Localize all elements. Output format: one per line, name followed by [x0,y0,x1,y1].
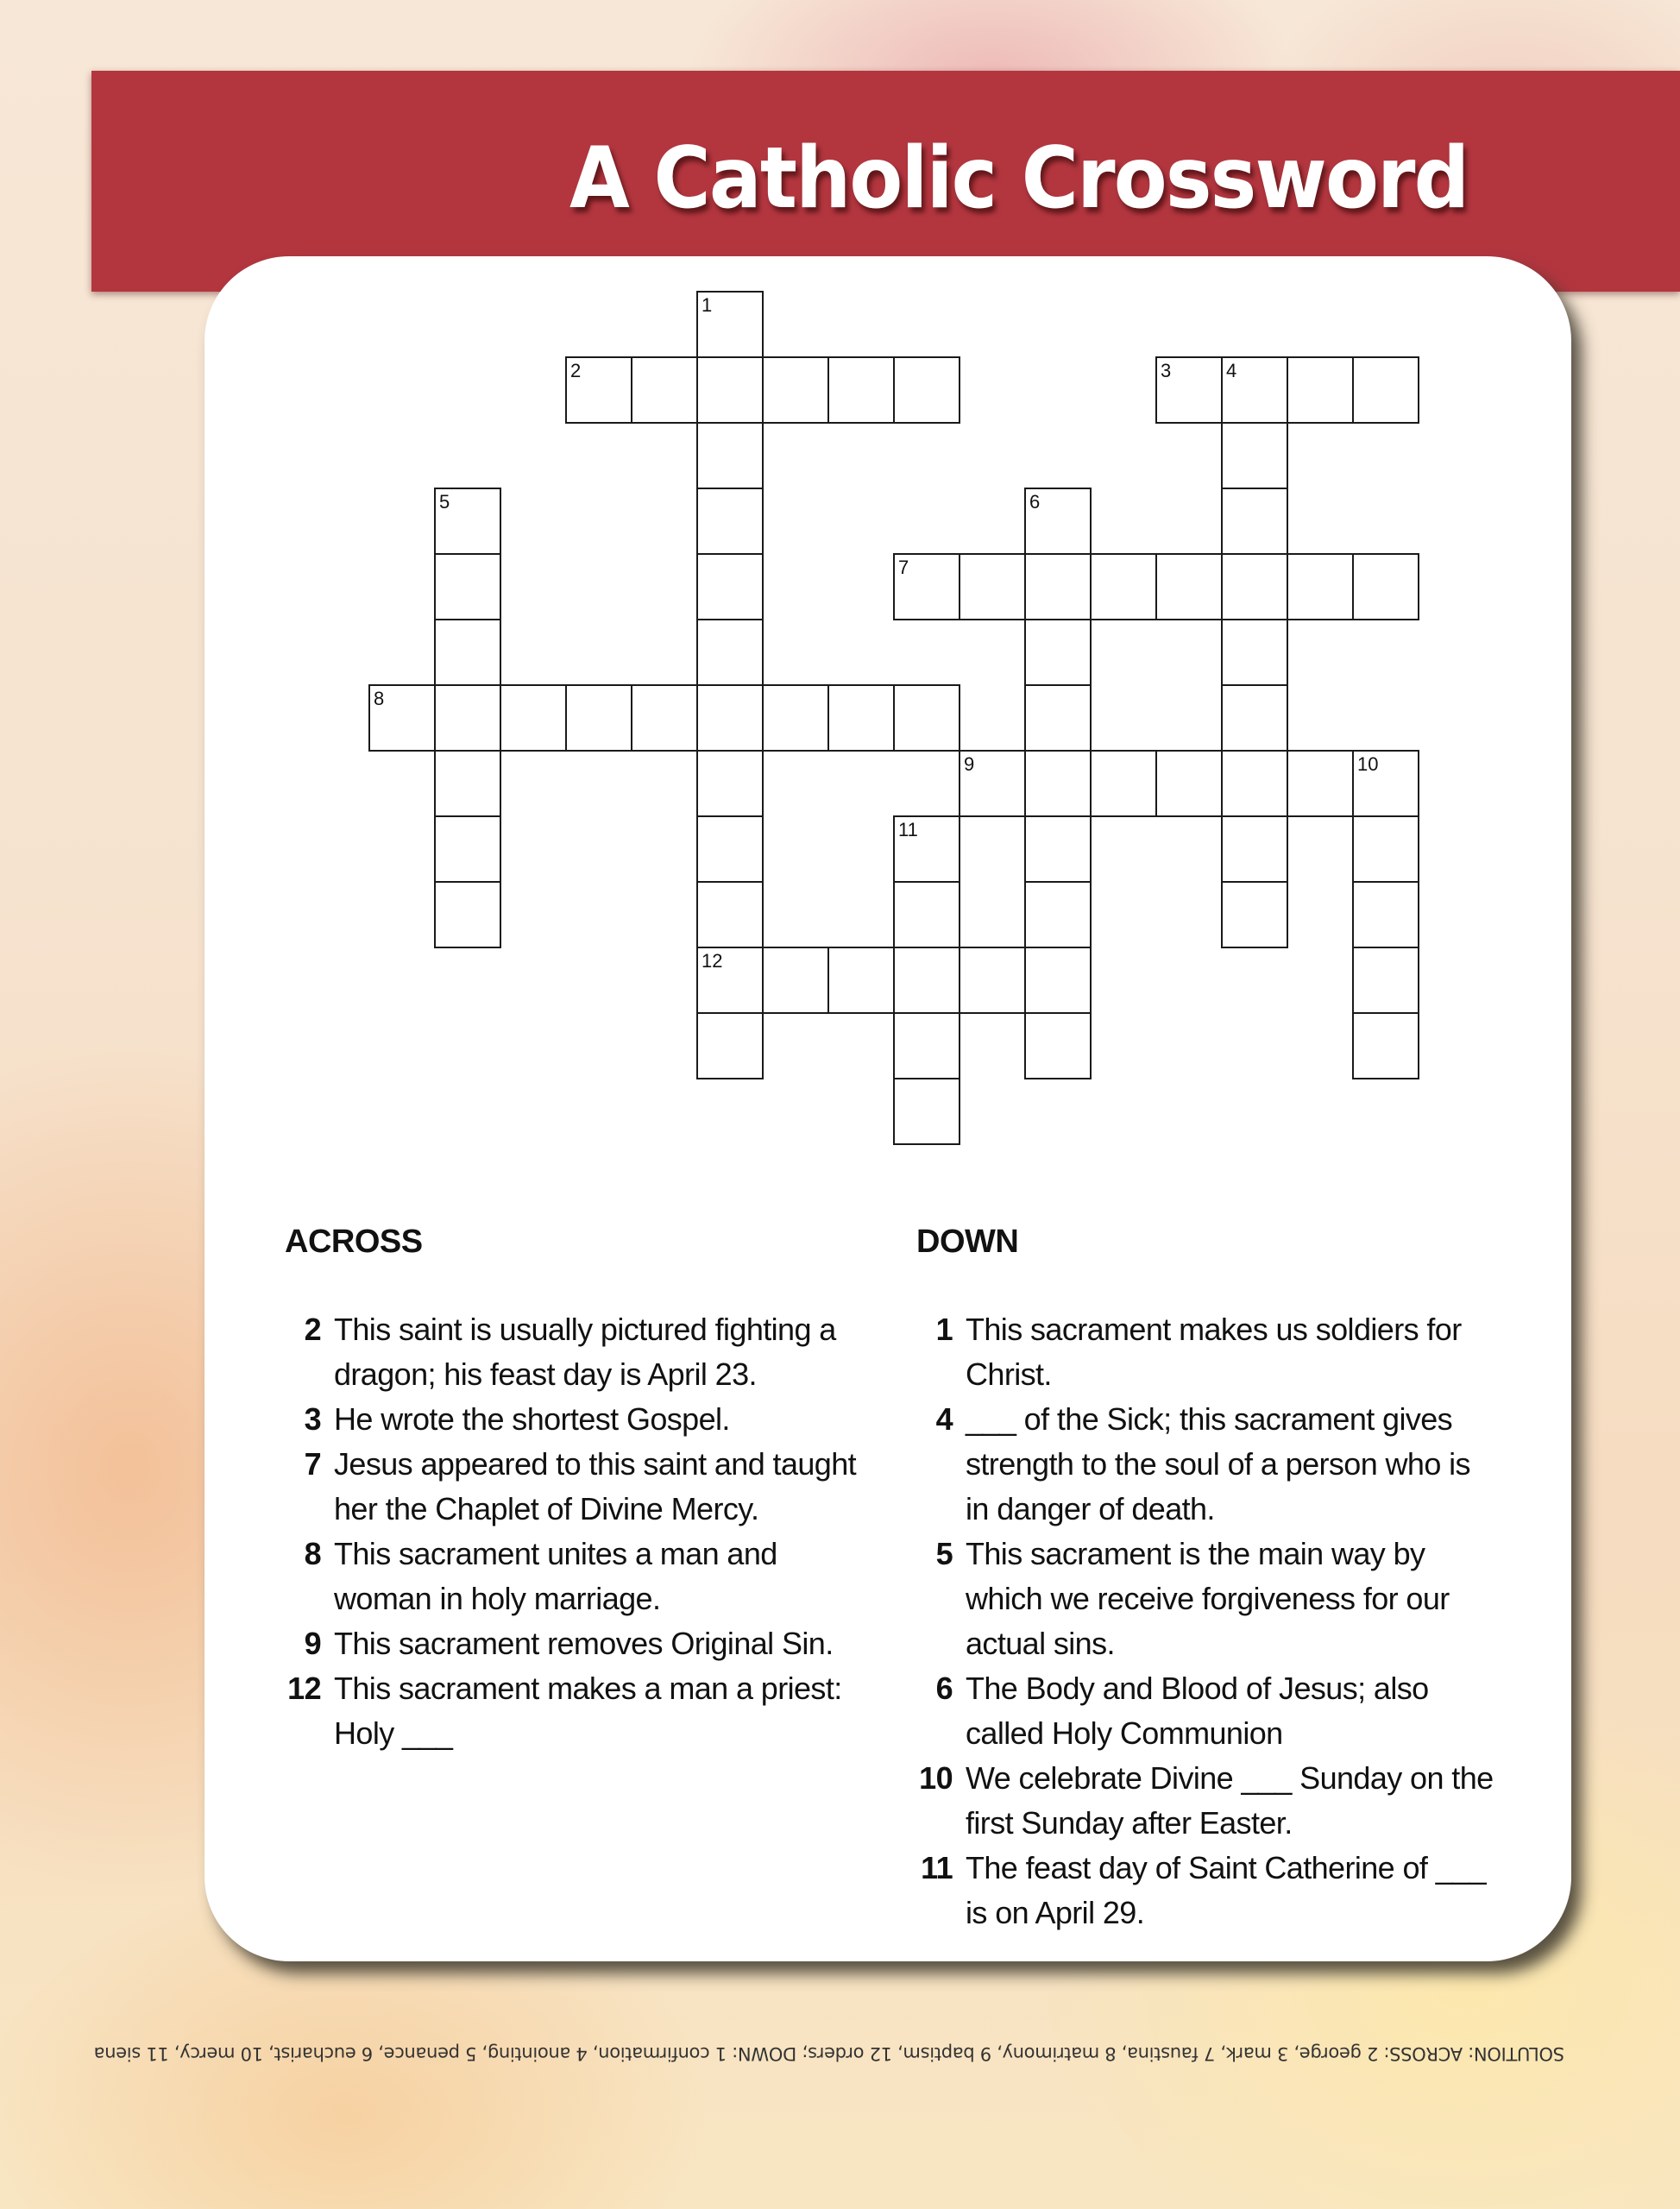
down-clue [908,1397,1494,1532]
grid-cell[interactable] [696,881,764,948]
grid-cell[interactable] [1352,947,1419,1014]
grid-cell[interactable] [696,750,764,817]
clue-text: He wrote the shortest Gospel. [334,1401,730,1437]
clue-number: 11 [921,1850,953,1885]
grid-cell[interactable] [1221,881,1288,948]
grid-cell[interactable] [1090,750,1157,817]
grid-cell[interactable] [1155,553,1223,620]
grid-cell[interactable] [893,1012,960,1079]
grid-cell[interactable] [827,356,895,424]
grid-cell[interactable] [827,947,895,1014]
clue-number: 9 [304,1626,321,1661]
grid-cell[interactable] [631,356,698,424]
clue-text: This sacrament makes a man a priest: Holy ___ [334,1671,842,1751]
grid-cell[interactable] [1024,488,1092,555]
clue-number: 3 [304,1401,321,1437]
cell-number: 5 [439,491,450,513]
down-clue [908,1756,1494,1846]
grid-cell[interactable] [696,619,764,686]
grid-cell[interactable] [1352,553,1419,620]
grid-cell[interactable] [696,684,764,752]
grid-cell[interactable] [500,684,567,752]
grid-cell[interactable] [1352,1012,1419,1079]
cell-number: 4 [1226,360,1237,381]
down-heading: DOWN [916,1224,1019,1260]
grid-cell[interactable] [434,881,501,948]
clue-text: Jesus appeared to this saint and taught her the Chaplet of Divine Mercy. [334,1446,857,1526]
clue-number: 7 [304,1446,321,1482]
grid-cell[interactable] [1221,750,1288,817]
grid-cell[interactable] [762,684,829,752]
clue-number: 6 [935,1671,953,1706]
grid-cell[interactable] [893,1078,960,1145]
grid-cell[interactable] [959,947,1026,1014]
grid-cell[interactable] [1287,356,1354,424]
down-clue [908,1846,1494,1935]
grid-cell[interactable] [631,684,698,752]
down-clue [908,1666,1494,1756]
grid-cell[interactable] [959,750,1026,817]
grid-cell[interactable] [368,684,436,752]
grid-cell[interactable] [696,1012,764,1079]
grid-cell[interactable] [1024,815,1092,883]
grid-cell[interactable] [696,291,764,358]
grid-cell[interactable] [893,947,960,1014]
across-clue [276,1442,863,1532]
grid-cell[interactable] [1221,684,1288,752]
clue-number: 5 [935,1536,953,1571]
clue-text: This sacrament is the main way by which we receive forgiveness for our actual sins. [966,1536,1450,1661]
clue-text: This sacrament makes us soldiers for Christ. [966,1312,1462,1392]
cell-number: 10 [1357,753,1379,775]
grid-cell[interactable] [434,553,501,620]
grid-cell[interactable] [565,356,632,424]
across-clue [276,1532,863,1621]
grid-cell[interactable] [1024,881,1092,948]
grid-cell[interactable] [696,815,764,883]
grid-cell[interactable] [434,488,501,555]
grid-cell[interactable] [1287,553,1354,620]
across-clue-list [276,1307,863,1756]
grid-cell[interactable] [1221,815,1288,883]
clue-number: 4 [935,1401,953,1437]
grid-cell[interactable] [434,684,501,752]
grid-cell[interactable] [893,881,960,948]
grid-cell[interactable] [1287,750,1354,817]
grid-cell[interactable] [1024,750,1092,817]
across-clue [276,1397,863,1442]
cell-number: 2 [570,360,582,381]
grid-cell[interactable] [696,947,764,1014]
grid-cell[interactable] [1090,553,1157,620]
grid-cell[interactable] [1221,553,1288,620]
grid-cell[interactable] [762,947,829,1014]
grid-cell[interactable] [696,553,764,620]
grid-cell[interactable] [1352,356,1419,424]
clue-number: 10 [919,1760,953,1796]
grid-cell[interactable] [434,750,501,817]
clue-number: 2 [304,1312,321,1347]
clue-number: 12 [287,1671,321,1706]
across-clue [276,1621,863,1666]
clue-text: We celebrate Divine ___ Sunday on the first Sunday after Easter. [966,1760,1494,1841]
grid-cell[interactable] [565,684,632,752]
across-clue [276,1666,863,1756]
grid-cell[interactable] [1024,553,1092,620]
grid-cell[interactable] [1352,815,1419,883]
grid-cell[interactable] [1221,488,1288,555]
down-clue [908,1532,1494,1666]
grid-cell[interactable] [1221,356,1288,424]
grid-cell[interactable] [893,684,960,752]
grid-cell[interactable] [893,356,960,424]
cell-number: 12 [702,950,723,972]
grid-cell[interactable] [893,815,960,883]
upside-down-solution: SOLUTION: ACROSS: 2 george, 3 mark, 7 faustina, 8 matrimony, 9 baptism, 12 orders; DOWN: 1 confirmation, 4 anointing, 5 penance, 6 eucharist, 10 mercy, 11 siena [93,2043,1564,2064]
cell-number: 11 [898,819,918,840]
cell-number: 7 [898,557,909,578]
grid-cell[interactable] [893,553,960,620]
clue-text: This sacrament unites a man and woman in holy marriage. [334,1536,777,1616]
cell-number: 8 [374,688,385,709]
grid-cell[interactable] [1024,947,1092,1014]
grid-cell[interactable] [1221,422,1288,489]
grid-cell[interactable] [1024,619,1092,686]
grid-cell[interactable] [1024,684,1092,752]
grid-cell[interactable] [1352,881,1419,948]
grid-cell[interactable] [762,356,829,424]
page-title: A Catholic Crossword [569,129,1469,228]
grid-cell[interactable] [696,356,764,424]
grid-cell[interactable] [696,422,764,489]
grid-cell[interactable] [1024,1012,1092,1079]
grid-cell[interactable] [1352,750,1419,817]
grid-cell[interactable] [1155,750,1223,817]
grid-cell[interactable] [696,488,764,555]
clue-text: This sacrament removes Original Sin. [334,1626,834,1661]
cell-number: 6 [1029,491,1041,513]
grid-cell[interactable] [959,553,1026,620]
down-clue-list [908,1307,1494,1935]
cell-number: 9 [964,753,975,775]
clue-text: The Body and Blood of Jesus; also called Holy Communion [966,1671,1429,1751]
grid-cell[interactable] [827,684,895,752]
clue-number: 8 [304,1536,321,1571]
grid-cell[interactable] [1155,356,1223,424]
clue-text: This saint is usually pictured fighting a dragon; his feast day is April 23. [334,1312,836,1392]
cell-number: 3 [1161,360,1172,381]
clue-text: ___ of the Sick; this sacrament gives strength to the soul of a person who is in danger of death. [966,1401,1470,1526]
clue-text: The feast day of Saint Catherine of ___ is on April 29. [966,1850,1486,1930]
across-clue [276,1307,863,1397]
grid-cell[interactable] [434,619,501,686]
down-clue [908,1307,1494,1397]
grid-cell[interactable] [1221,619,1288,686]
grid-cell[interactable] [434,815,501,883]
cell-number: 1 [702,294,713,316]
clue-number: 1 [935,1312,953,1347]
across-heading: ACROSS [285,1224,423,1260]
